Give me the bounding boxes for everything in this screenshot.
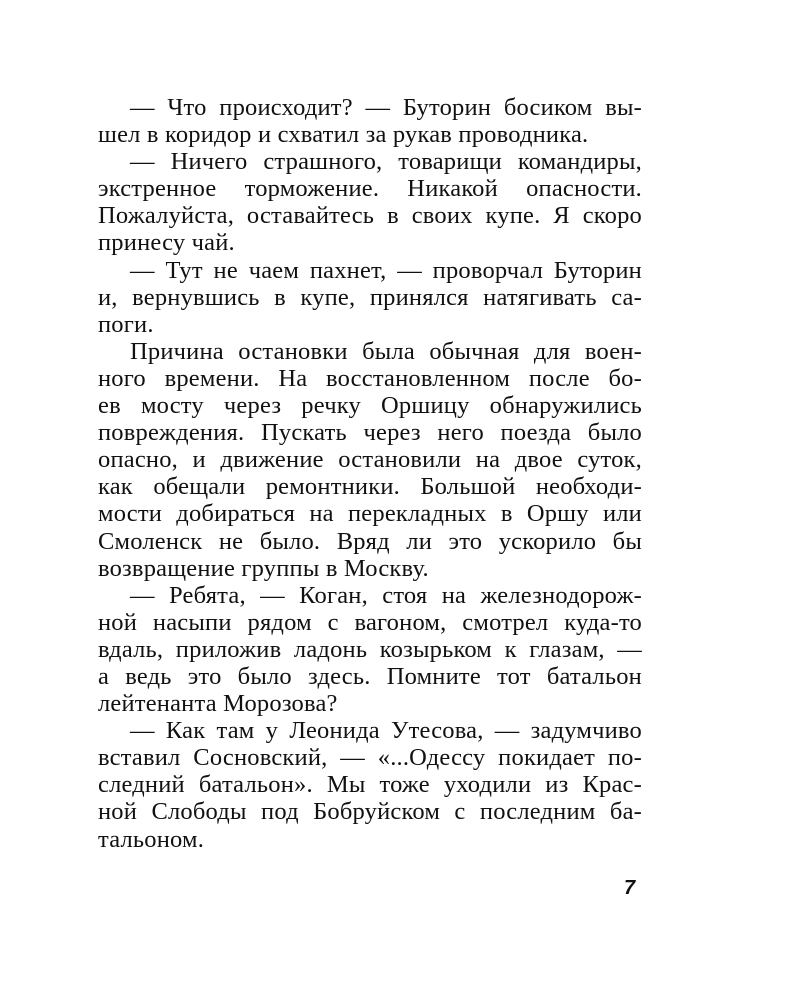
- text-line: шел в коридор и схватил за рукав проводника.: [98, 121, 589, 149]
- text-line: и, вернувшись в купе, принялся натягивать са-: [98, 283, 642, 311]
- text-line: ной насыпи рядом с вагоном, смотрел куда-то: [98, 608, 642, 636]
- text-line: поги.: [98, 310, 154, 338]
- text-line: — Тут не чаем пахнет, — проворчал Буторин: [130, 256, 642, 284]
- text-line: лейтенанта Морозова?: [98, 690, 338, 718]
- text-line: Пожалуйста, оставайтесь в своих купе. Я скоро: [98, 202, 642, 230]
- text-line: — Ничего страшного, товарищи командиры,: [130, 148, 642, 176]
- body-text: [98, 94, 642, 853]
- text-line: ного времени. На восстановленном после бо-: [98, 364, 642, 392]
- text-line: возвращение группы в Москву.: [98, 554, 429, 582]
- text-line: — Как там у Леонида Утесова, — задумчиво: [130, 717, 642, 745]
- text-line: вдаль, приложив ладонь козырьком к глазам, —: [98, 635, 642, 663]
- page-number: 7: [624, 877, 636, 899]
- text-line: тальоном.: [98, 825, 205, 853]
- text-line: — Ребята, — Коган, стоя на железнодорож-: [130, 581, 642, 609]
- text-line: повреждения. Пускать через него поезда было: [98, 419, 642, 447]
- text-line: мости добираться на перекладных в Оршу или: [98, 500, 642, 528]
- text-line: а ведь это было здесь. Помните тот батальон: [98, 662, 642, 690]
- text-line: ев мосту через речку Оршицу обнаружились: [98, 392, 642, 420]
- text-line: как обещали ремонтники. Большой необходи-: [98, 473, 642, 501]
- text-line: Причина остановки была обычная для воен-: [130, 337, 642, 365]
- text-line: ной Слободы под Бобруйском с последним ба-: [98, 798, 642, 826]
- text-line: опасно, и движение остановили на двое суток,: [98, 446, 642, 474]
- text-line: Смоленск не было. Вряд ли это ускорило бы: [98, 527, 642, 555]
- text-line: — Что происходит? — Буторин босиком вы-: [130, 94, 642, 121]
- text-line: вставил Сосновский, — «...Одессу покидает по-: [98, 744, 642, 772]
- text-line: принесу чай.: [98, 229, 235, 257]
- text-line: следний батальон». Мы тоже уходили из Крас-: [98, 771, 642, 799]
- text-line: экстренное торможение. Никакой опасности.: [98, 175, 642, 203]
